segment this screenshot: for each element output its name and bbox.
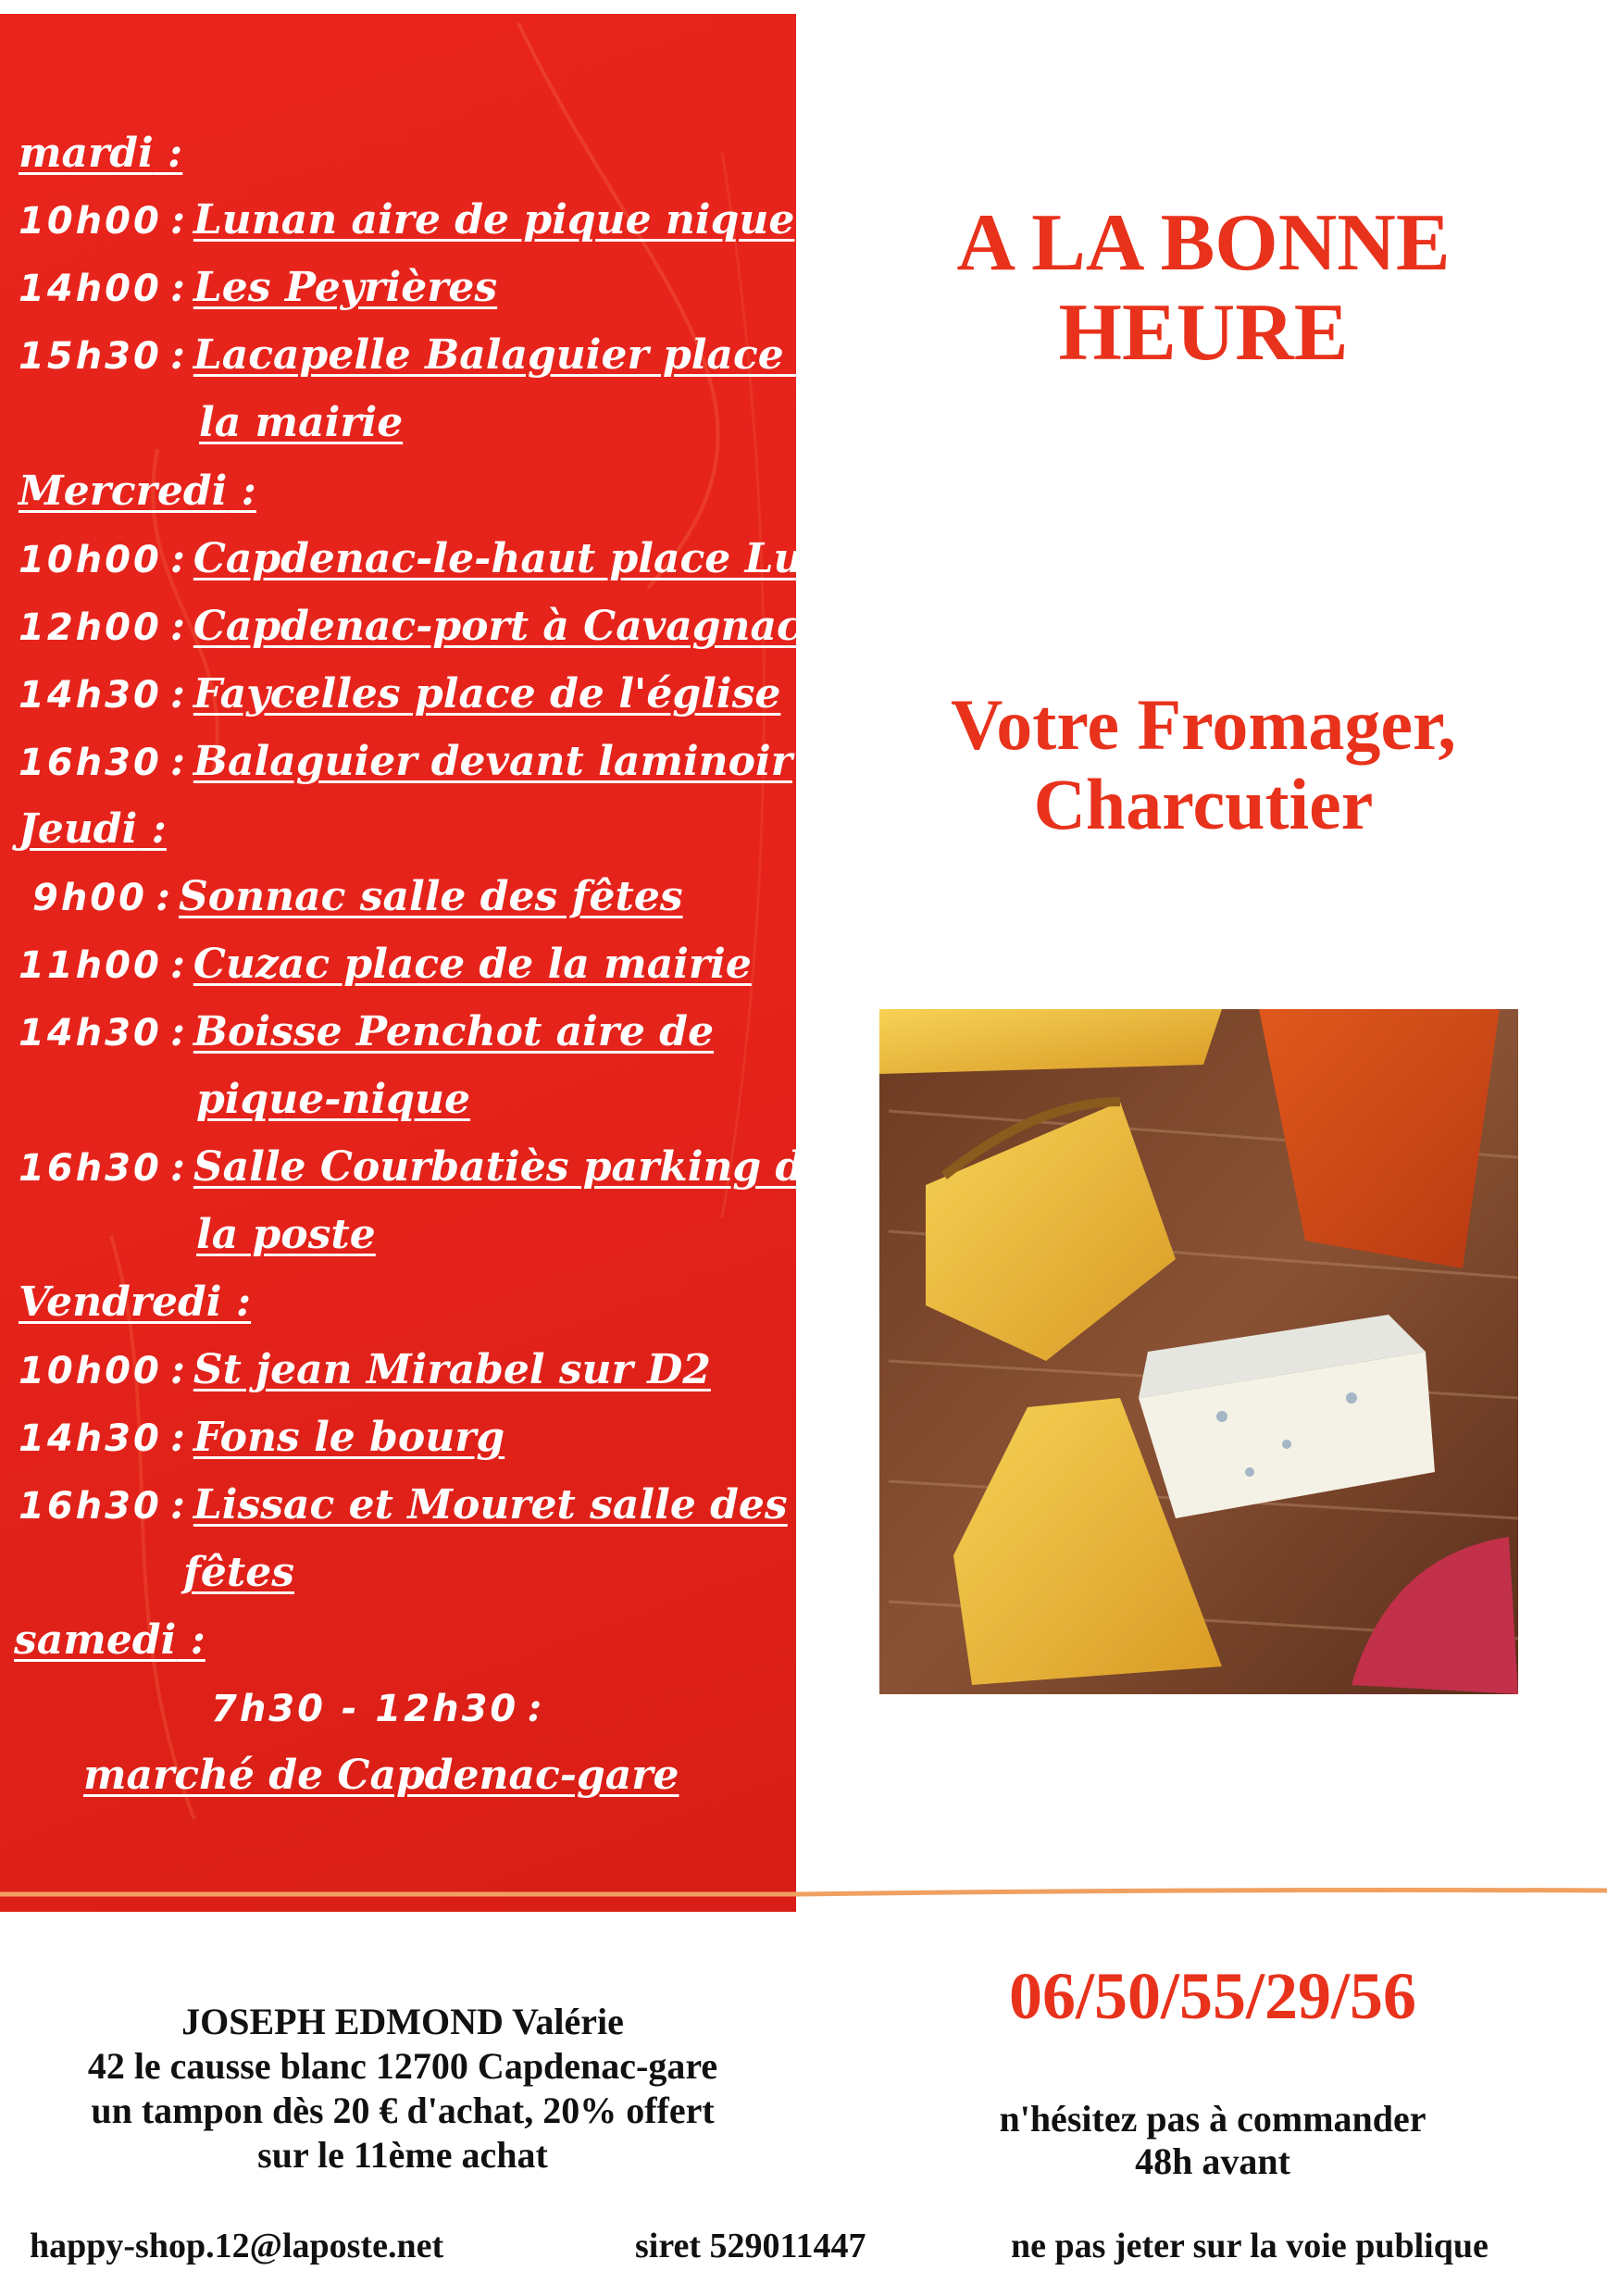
owner-name: JOSEPH EDMOND Valérie: [181, 2001, 624, 2042]
schedule-entry: 14h00 : Les Peyrières: [19, 264, 498, 311]
phone-number: 06/50/55/29/56: [1008, 1959, 1416, 2033]
schedule-place: Lacapelle Balaguier place de: [193, 331, 853, 379]
schedule-entry: 16h30 : Lissac et Mouret salle des: [19, 1481, 788, 1529]
address: 42 le causse blanc 12700 Capdenac-gare: [87, 2045, 718, 2087]
schedule-time: 10h00: [19, 539, 162, 581]
day-label-jeudi: Jeudi :: [19, 805, 167, 853]
schedule-time: 14h30: [19, 674, 162, 717]
schedule-time: 16h30: [19, 1147, 162, 1190]
schedule-entry: 16h30 : Balaguier devant laminoir: [19, 738, 792, 785]
schedule-time: 12h00: [19, 606, 162, 649]
shop-title-line1: A LA BONNE: [956, 198, 1451, 288]
schedule-entry: 9h00 : Sonnac salle des fêtes: [32, 873, 683, 920]
schedule-time: 16h30: [19, 742, 162, 784]
schedule-time: 14h00: [19, 268, 162, 310]
schedule-entry: 10h00 : Lunan aire de pique nique: [19, 196, 795, 243]
schedule-entry: 10h00 : Capdenac-le-haut place Lucter: [19, 535, 894, 582]
day-label-vendredi: Vendredi :: [19, 1279, 252, 1326]
shop-subtitle-line1: Votre Fromager,: [951, 684, 1456, 765]
schedule-place: Balaguier devant laminoir: [193, 738, 792, 785]
loyalty-offer-line1: un tampon dès 20 € d'achat, 20% offert: [91, 2090, 715, 2131]
schedule-place: Capdenac-le-haut place Lucter: [193, 535, 894, 582]
cheese-illustration: [870, 1000, 1527, 1703]
schedule-time: 14h30: [19, 1417, 162, 1460]
schedule-time: 16h30: [19, 1485, 162, 1528]
order-notice-line2: 48h avant: [1135, 2140, 1290, 2182]
schedule-entry: 14h30 : Faycelles place de l'église: [19, 670, 781, 718]
email-address: happy-shop.12@laposte.net: [30, 2227, 444, 2265]
day-label-samedi: samedi :: [14, 1616, 206, 1664]
schedule-time: 10h00: [19, 1350, 162, 1392]
saturday-hours: 7h30 - 12h30 :: [211, 1684, 542, 1731]
disposal-notice: ne pas jeter sur la voie publique: [1011, 2227, 1489, 2265]
orange-divider: [0, 1889, 1607, 1898]
schedule-entry: 14h30 : Boisse Penchot aire de: [19, 1008, 715, 1055]
schedule-place-continued: la poste: [196, 1211, 376, 1258]
saturday-market: marché de Capdenac-gare: [83, 1752, 679, 1799]
schedule-place: Capdenac-port à Cavagnac: [193, 603, 802, 650]
schedule-entry: 11h00 : Cuzac place de la mairie: [19, 941, 752, 988]
schedule-entry: 15h30 : Lacapelle Balaguier place de: [19, 331, 853, 379]
shop-title-line2: HEURE: [1058, 287, 1349, 378]
schedule-place: St jean Mirabel sur D2: [193, 1346, 711, 1393]
schedule-entry: 12h00 : Capdenac-port à Cavagnac: [19, 603, 802, 650]
schedule-time: 14h30: [19, 1012, 162, 1054]
order-notice-line1: n'hésitez pas à commander: [999, 2098, 1426, 2140]
schedule-place-continued: pique-nique: [196, 1076, 470, 1123]
siret-number: siret 529011447: [635, 2227, 866, 2265]
schedule-panel: [0, 14, 894, 1912]
schedule-place: Fons le bourg: [193, 1414, 505, 1461]
schedule-place: Boisse Penchot aire de: [193, 1008, 715, 1055]
schedule-place: Les Peyrières: [193, 264, 498, 311]
schedule-place: Cuzac place de la mairie: [193, 941, 752, 988]
schedule-time: 10h00: [19, 200, 162, 243]
loyalty-offer-line2: sur le 11ème achat: [257, 2134, 548, 2176]
schedule-place: Lissac et Mouret salle des: [193, 1481, 788, 1529]
schedule-place: Faycelles place de l'église: [193, 670, 781, 718]
schedule-place-continued: la mairie: [199, 399, 404, 446]
shop-title: [861, 199, 1546, 379]
schedule-place: Lunan aire de pique nique: [193, 196, 795, 243]
schedule-time: 15h30: [19, 335, 162, 378]
day-label-mercredi: Mercredi :: [19, 468, 256, 515]
schedule-place: Salle Courbatiès parking de: [193, 1143, 830, 1191]
schedule-time: 9h00: [32, 877, 147, 919]
schedule-place-continued: fêtes: [183, 1549, 295, 1596]
day-label-mardi: mardi :: [19, 130, 183, 177]
shop-subtitle-line2: Charcutier: [1033, 763, 1374, 844]
shop-subtitle: [833, 685, 1574, 844]
schedule-entry: 16h30 : Salle Courbatiès parking de: [19, 1143, 830, 1191]
schedule-entry: 10h00 : St jean Mirabel sur D2: [19, 1346, 711, 1393]
schedule-entry: 14h30 : Fons le bourg: [19, 1414, 505, 1461]
schedule-time: 11h00: [19, 944, 162, 987]
schedule-place: Sonnac salle des fêtes: [178, 873, 683, 920]
